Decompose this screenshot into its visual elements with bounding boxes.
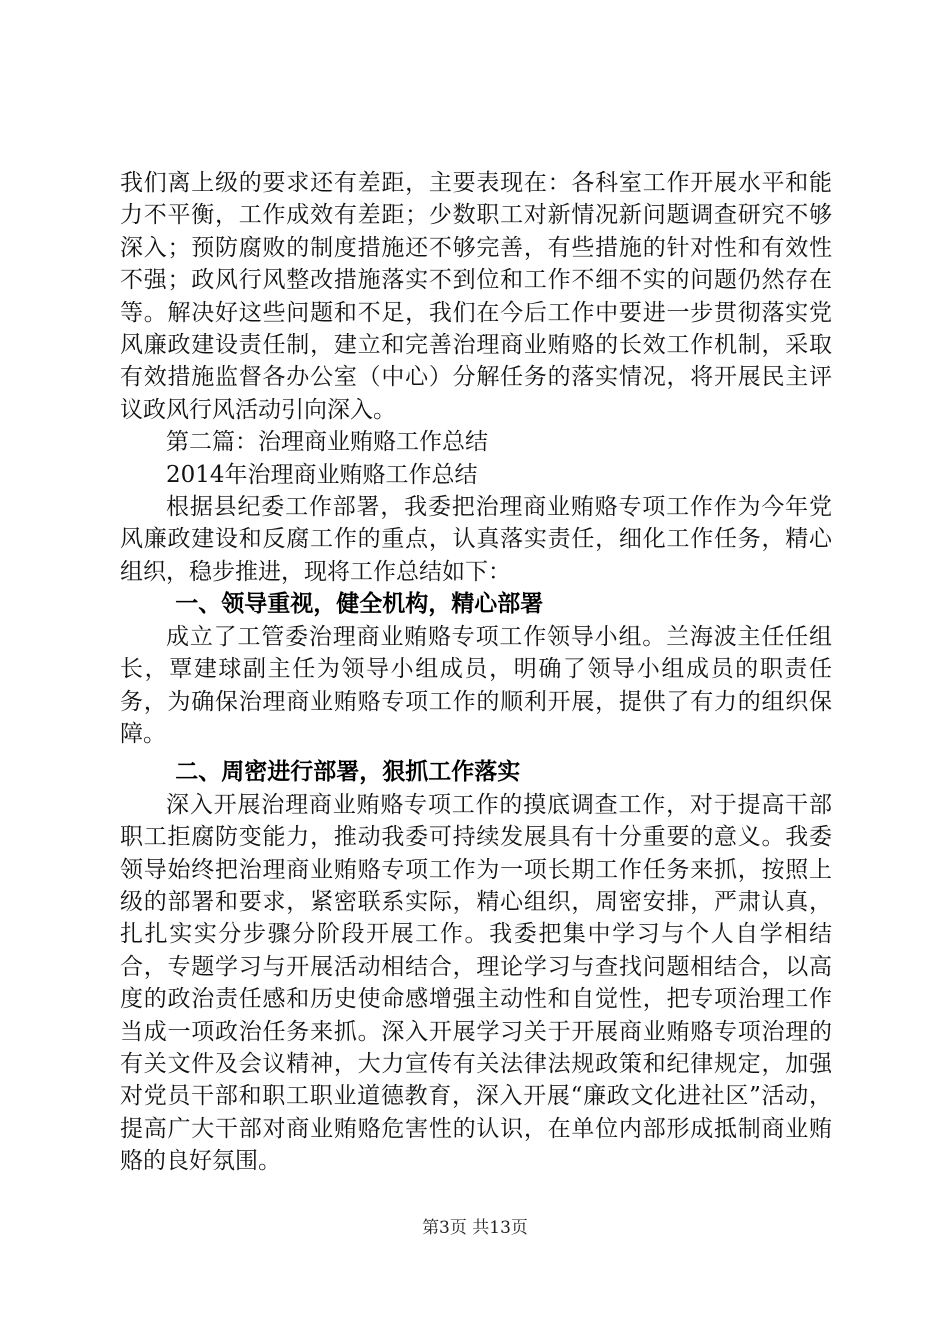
paragraph-intro: 我们离上级的要求还有差距，主要表现在：各科室工作开展水平和能力不平衡，工作成效有差距；少数职工对新情况新问题调查研究不够深入；预防腐败的制度措施还不够完善，有些措施的针对性和有效性不强；政风行风整改措施落实不到位和工作不细不实的问题仍然存在等。解决好这些问题和不足，我们在今后工作中要进一步贯彻落实党风廉政建设责任制，建立和完善治理商业贿赂的长效工作机制，采取有效措施监督各办公室（中心）分解任务的落实情况，将开展民主评议政风行风活动引向深入。	[120, 170, 832, 423]
paragraph-overview: 根据县纪委工作部署，我委把治理商业贿赂专项工作作为今年党风廉政建设和反腐工作的重点，认真落实责任，细化工作任务，精心组织，稳步推进，现将工作总结如下：	[120, 494, 832, 585]
section-heading-1: 一、领导重视，健全机构，精心部署	[175, 591, 544, 618]
document-body	[120, 167, 832, 1178]
page-footer: 第3页 共13页	[422, 1218, 528, 1238]
paragraph-section-1: 成立了工管委治理商业贿赂专项工作领导小组。兰海波主任任组长，覃建球副主任为领导小组成员，明确了领导小组成员的职责任务，为确保治理商业贿赂专项工作的顺利开展，提供了有力的组织保障。	[120, 623, 832, 747]
paragraph-section-2: 深入开展治理商业贿赂专项工作的摸底调查工作，对于提高干部职工拒腐防变能力，推动我委可持续发展具有十分重要的意义。我委领导始终把治理商业贿赂专项工作为一项长期工作任务来抓，按照上级的部署和要求，紧密联系实际，精心组织，周密安排，严肃认真，扎扎实实分步骤分阶段开展工作。我委把集中学习与个人自学相结合，专题学习与开展活动相结合，理论学习与查找问题相结合，以高度的政治责任感和历史使命感增强主动性和自觉性，把专项治理工作当成一项政治任务来抓。深入开展学习关于开展商业贿赂专项治理的有关文件及会议精神，大力宣传有关法律法规政策和纪律规定，加强对党员干部和职工职业道德教育，深入开展“廉政文化进社区”活动，提高广大干部对商业贿赂危害性的认识，在单位内部形成抵制商业贿赂的良好氛围。	[120, 791, 832, 1175]
section-heading-2: 二、周密进行部署，狠抓工作落实	[175, 759, 521, 786]
document-title: 2014年治理商业贿赂工作总结	[166, 461, 478, 488]
part-title: 第二篇：治理商业贿赂工作总结	[166, 429, 488, 456]
